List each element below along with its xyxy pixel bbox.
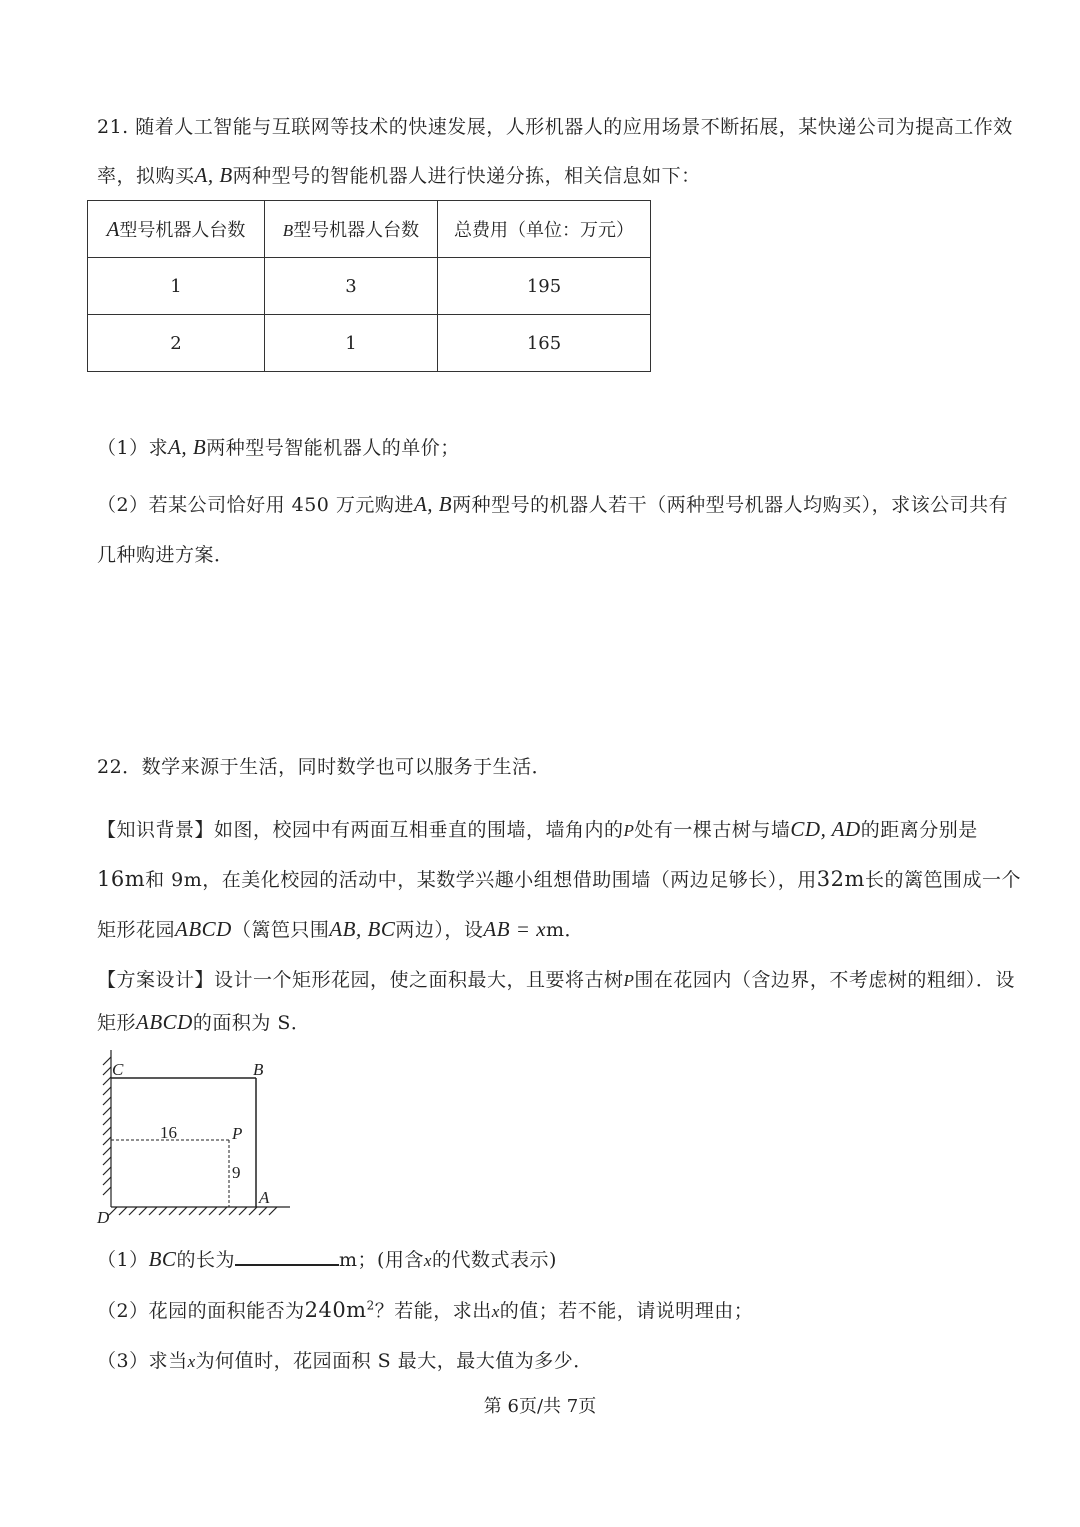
label-d: D [97, 1208, 110, 1225]
label-c: C [112, 1060, 124, 1079]
table-cell: 2 [88, 315, 265, 372]
q22-background-line1: 【知识背景】如图，校园中有两面互相垂直的围墙，墙角内的P处有一棵古树与墙CD, AD的距离分别是 [97, 817, 978, 841]
label-16: 16 [160, 1123, 177, 1142]
q21-part2-line2: 几种购进方案． [97, 544, 234, 566]
q22-intro: 22．数学来源于生活，同时数学也可以服务于生活． [97, 756, 552, 778]
table-cell: 3 [265, 258, 438, 315]
q21-line2-post: 两种型号的智能机器人进行快递分拣，相关信息如下： [232, 165, 701, 187]
table-header-b: B型号机器人台数 [265, 201, 438, 258]
table-cell: 1 [265, 315, 438, 372]
table-header-total: 总费用（单位：万元） [438, 201, 651, 258]
q22-part3: （3）求当x为何值时，花园面积 S 最大，最大值为多少． [97, 1350, 593, 1372]
q22-background-line2: 16m和 9m，在美化校园的活动中，某数学兴趣小组想借助围墙（两边足够长），用32m长的篱笆围成一个 [97, 867, 1021, 891]
q21-line1: 21. 随着人工智能与互联网等技术的快速发展，人形机器人的应用场景不断拓展，某快递公司为提高工作效 [97, 116, 1013, 138]
label-9: 9 [232, 1163, 241, 1182]
q22-part1: （1）BC的长为 m；(用含x的代数式表示) [97, 1247, 557, 1271]
table-header-a: A型号机器人台数 [88, 201, 265, 258]
answer-blank[interactable] [235, 1246, 339, 1266]
q21-part1: （1）求A, B两种型号智能机器人的单价； [97, 435, 460, 459]
distance-lines [111, 1140, 229, 1207]
table-header-row [88, 201, 651, 258]
label-b: B [253, 1060, 264, 1079]
q21-line2 [97, 161, 701, 188]
q22-design-line2: 矩形ABCD的面积为 S． [97, 1010, 311, 1034]
table-cell: 1 [88, 258, 265, 315]
q21-table [87, 200, 651, 372]
q21-line2-pre: 率，拟购买 [97, 165, 195, 187]
q22-design-line1: 【方案设计】设计一个矩形花园，使之面积最大，且要将古树P围在花园内（含边界，不考虑树的粗细）．设 [97, 969, 1015, 991]
table-cell: 195 [438, 258, 651, 315]
label-p: P [232, 1124, 243, 1143]
page-footer: 第 6页/共 7页 [483, 1396, 597, 1417]
garden-figure [95, 1045, 295, 1225]
q22-part2: （2）花园的面积能否为$240m^2$？若能，求出x的值；若不能，请说明理由； [97, 1298, 754, 1322]
q22-background-line3: 矩形花园ABCD（篱笆只围AB, BC两边），设AB = xm． [97, 917, 585, 941]
table-cell: 165 [438, 315, 651, 372]
label-a: A [259, 1188, 270, 1207]
table-row [88, 258, 651, 315]
table-row [88, 315, 651, 372]
q21-var-ab: A, B [194, 163, 233, 187]
q21-part2: （2）若某公司恰好用 450 万元购进A, B两种型号的机器人若干（两种型号机器人均购买），求该公司共有 [97, 492, 1009, 516]
